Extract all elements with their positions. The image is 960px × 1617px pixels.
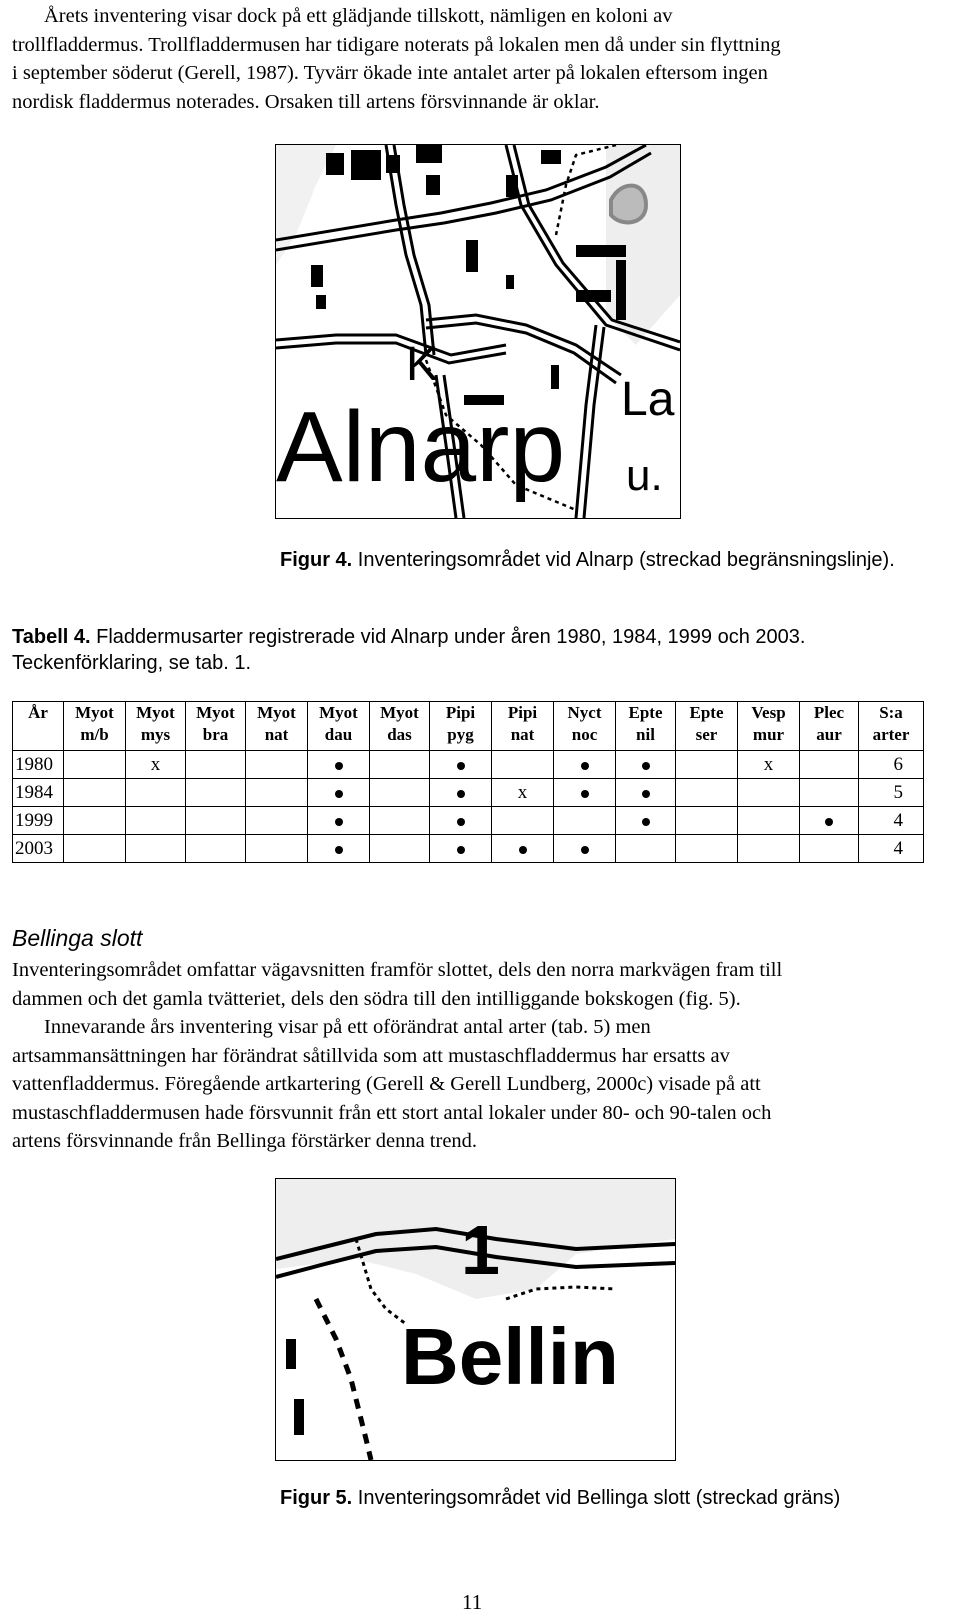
column-header-top: Myot bbox=[319, 703, 358, 722]
column-header-top: Plec bbox=[813, 703, 845, 722]
dot-marker bbox=[457, 790, 465, 798]
column-header bbox=[492, 702, 554, 751]
species-cell bbox=[738, 835, 800, 863]
species-cell bbox=[308, 779, 370, 807]
species-cell bbox=[246, 807, 308, 835]
species-cell bbox=[616, 751, 676, 779]
page-number: 11 bbox=[462, 1590, 483, 1614]
species-cell bbox=[492, 807, 554, 835]
column-header-top: Nyct bbox=[567, 703, 602, 722]
species-cell bbox=[64, 807, 126, 835]
species-cell bbox=[126, 835, 186, 863]
species-cell bbox=[676, 779, 738, 807]
map-label: Alnarp bbox=[276, 391, 566, 503]
table-row bbox=[13, 807, 924, 835]
column-header-top: Myot bbox=[196, 703, 235, 722]
dot-marker bbox=[581, 790, 589, 798]
species-cell bbox=[800, 779, 859, 807]
column-header-top: Myot bbox=[257, 703, 296, 722]
species-cell bbox=[430, 835, 492, 863]
species-cell bbox=[430, 807, 492, 835]
species-cell bbox=[186, 779, 246, 807]
column-header bbox=[370, 702, 430, 751]
species-total-cell: 5 bbox=[859, 779, 924, 807]
species-cell bbox=[616, 807, 676, 835]
species-cell bbox=[186, 751, 246, 779]
species-cell bbox=[554, 751, 616, 779]
figure-label: Figur 4. bbox=[280, 549, 353, 571]
species-cell bbox=[370, 751, 430, 779]
text-line: nordisk fladdermus noterades. Orsaken till artens försvinnande är oklar. bbox=[12, 90, 600, 113]
column-header-bottom: aur bbox=[816, 725, 842, 744]
column-header bbox=[676, 702, 738, 751]
species-cell bbox=[308, 751, 370, 779]
dot-marker bbox=[457, 762, 465, 770]
text-line: Inventeringsområdet omfattar vägavsnitten framför slottet, dels den norra markvägen fram till bbox=[12, 959, 783, 981]
dot-marker bbox=[457, 846, 465, 854]
species-total-cell: 6 bbox=[859, 751, 924, 779]
species-cell bbox=[554, 807, 616, 835]
text-line: mustaschfladdermusen hade försvunnit från ett stort antal lokaler under 80- och 90-talen och bbox=[12, 1101, 772, 1124]
table-row bbox=[13, 779, 924, 807]
species-cell bbox=[370, 835, 430, 863]
species-cell bbox=[616, 835, 676, 863]
table-label: Tabell 4. bbox=[12, 626, 91, 648]
column-header-top: Myot bbox=[136, 703, 175, 722]
column-header-bottom: das bbox=[387, 725, 412, 744]
species-cell bbox=[370, 807, 430, 835]
column-header-top: Myot bbox=[75, 703, 114, 722]
column-header-top: Epte bbox=[628, 703, 663, 722]
section-paragraph bbox=[12, 956, 947, 1156]
year-cell: 1980 bbox=[13, 751, 64, 779]
species-cell bbox=[186, 807, 246, 835]
column-header-bottom: noc bbox=[571, 725, 598, 744]
bellinga-map-graphic bbox=[276, 1179, 675, 1460]
column-header-bottom: bra bbox=[202, 725, 229, 744]
column-header-top: År bbox=[28, 703, 48, 722]
species-cell bbox=[800, 751, 859, 779]
text-line: artens försvinnande från Bellinga förstärker denna trend. bbox=[12, 1130, 478, 1152]
species-cell bbox=[676, 751, 738, 779]
dot-marker bbox=[581, 846, 589, 854]
x-marker: x bbox=[517, 782, 528, 803]
column-header-bottom: dau bbox=[324, 725, 353, 744]
species-cell bbox=[738, 751, 800, 779]
text-line: Årets inventering visar dock på ett glädjande tillskott, nämligen en koloni av bbox=[44, 5, 673, 27]
species-total-cell: 4 bbox=[859, 807, 924, 835]
species-cell bbox=[430, 779, 492, 807]
figure-label: Figur 5. bbox=[280, 1487, 353, 1509]
column-header-top: Myot bbox=[380, 703, 419, 722]
table-header-row bbox=[13, 702, 924, 751]
species-cell bbox=[676, 835, 738, 863]
column-header-top: Pipi bbox=[507, 703, 538, 722]
bellinga-map bbox=[275, 1178, 676, 1461]
dot-marker bbox=[519, 846, 527, 854]
column-header-top: Epte bbox=[689, 703, 724, 722]
species-cell bbox=[800, 835, 859, 863]
species-cell bbox=[492, 779, 554, 807]
column-header bbox=[246, 702, 308, 751]
column-header bbox=[186, 702, 246, 751]
dot-marker bbox=[335, 818, 343, 826]
column-header bbox=[800, 702, 859, 751]
species-cell bbox=[616, 779, 676, 807]
species-cell bbox=[246, 835, 308, 863]
table-row bbox=[13, 835, 924, 863]
species-cell bbox=[308, 835, 370, 863]
table-body bbox=[13, 751, 924, 863]
map-label: u. bbox=[626, 451, 663, 500]
species-cell bbox=[186, 835, 246, 863]
species-cell bbox=[676, 807, 738, 835]
map-label: La bbox=[621, 373, 675, 426]
x-marker: x bbox=[763, 754, 774, 775]
dot-marker bbox=[457, 818, 465, 826]
column-header-bottom: ser bbox=[695, 725, 718, 744]
species-cell bbox=[126, 751, 186, 779]
species-table bbox=[12, 701, 924, 863]
column-header bbox=[308, 702, 370, 751]
map-label: 1 bbox=[461, 1211, 500, 1289]
species-cell bbox=[738, 779, 800, 807]
species-cell bbox=[64, 779, 126, 807]
species-cell bbox=[64, 835, 126, 863]
species-cell bbox=[738, 807, 800, 835]
species-cell bbox=[64, 751, 126, 779]
dot-marker bbox=[335, 846, 343, 854]
species-cell bbox=[246, 751, 308, 779]
map-label: K bbox=[406, 338, 439, 391]
column-header-bottom: mur bbox=[752, 725, 785, 744]
column-header-bottom: nat bbox=[264, 725, 289, 744]
species-cell bbox=[430, 751, 492, 779]
column-header bbox=[859, 702, 924, 751]
table-4-caption bbox=[12, 624, 947, 676]
text-line: artsammansättningen har förändrat såtillvida som att mustaschfladdermus har ersatts av bbox=[12, 1044, 730, 1067]
column-header-bottom: nil bbox=[636, 725, 655, 744]
text-line: trollfladdermus. Trollfladdermusen har tidigare noterats på lokalen men då under sin flyttning bbox=[12, 33, 781, 56]
figure-text: Inventeringsområdet vid Alnarp (streckad begränsningslinje). bbox=[357, 549, 895, 571]
column-header bbox=[126, 702, 186, 751]
species-cell bbox=[800, 807, 859, 835]
species-cell bbox=[492, 835, 554, 863]
column-header-bottom: nat bbox=[510, 725, 535, 744]
species-cell bbox=[126, 807, 186, 835]
dot-marker bbox=[335, 762, 343, 770]
dot-marker bbox=[642, 790, 650, 798]
species-cell bbox=[370, 779, 430, 807]
year-cell: 1999 bbox=[13, 807, 64, 835]
column-header-bottom: pyg bbox=[447, 725, 474, 744]
species-cell bbox=[554, 779, 616, 807]
column-header-bottom: mys bbox=[140, 725, 171, 744]
species-cell bbox=[492, 751, 554, 779]
year-cell: 1984 bbox=[13, 779, 64, 807]
column-header bbox=[13, 702, 64, 751]
alnarp-map-graphic bbox=[276, 145, 680, 518]
column-header-bottom: m/b bbox=[80, 725, 109, 744]
column-header bbox=[616, 702, 676, 751]
table-caption-text: Fladdermusarter registrerade vid Alnarp under åren 1980, 1984, 1999 och 2003. Teckenförklaring, se tab. 1. bbox=[12, 626, 806, 674]
dot-marker bbox=[335, 790, 343, 798]
year-cell: 2003 bbox=[13, 835, 64, 863]
column-header bbox=[64, 702, 126, 751]
intro-paragraph bbox=[12, 2, 947, 116]
figure-4-caption bbox=[280, 547, 920, 573]
x-marker: x bbox=[150, 754, 161, 775]
species-total-cell: 4 bbox=[859, 835, 924, 863]
column-header-top: Vesp bbox=[751, 703, 786, 722]
section-heading: Bellinga slott bbox=[12, 925, 143, 951]
text-line: vattenfladdermus. Föregående artkartering (Gerell & Gerell Lundberg, 2000c) visade på att bbox=[12, 1073, 761, 1095]
species-cell bbox=[554, 835, 616, 863]
dot-marker bbox=[642, 762, 650, 770]
alnarp-map bbox=[275, 144, 681, 519]
map-label: Bellin bbox=[401, 1312, 619, 1401]
column-header-top: S:a bbox=[879, 703, 903, 722]
dot-marker bbox=[642, 818, 650, 826]
column-header-top: Pipi bbox=[445, 703, 476, 722]
text-line: dammen och det gamla tvätteriet, dels den södra till den intilliggande bokskogen (fig. 5). bbox=[12, 987, 741, 1010]
figure-text: Inventeringsområdet vid Bellinga slott (streckad gräns) bbox=[357, 1487, 841, 1509]
species-cell bbox=[308, 807, 370, 835]
column-header bbox=[554, 702, 616, 751]
text-line: i september söderut (Gerell, 1987). Tyvärr ökade inte antalet arter på lokalen eftersom ingen bbox=[12, 62, 768, 84]
column-header bbox=[738, 702, 800, 751]
species-cell bbox=[246, 779, 308, 807]
text-line: Innevarande års inventering visar på ett oförändrat antal arter (tab. 5) men bbox=[44, 1016, 651, 1038]
figure-5-caption bbox=[280, 1485, 940, 1511]
column-header-bottom: arter bbox=[872, 725, 910, 744]
table-row bbox=[13, 751, 924, 779]
dot-marker bbox=[825, 818, 833, 826]
species-cell bbox=[126, 779, 186, 807]
dot-marker bbox=[581, 762, 589, 770]
column-header bbox=[430, 702, 492, 751]
